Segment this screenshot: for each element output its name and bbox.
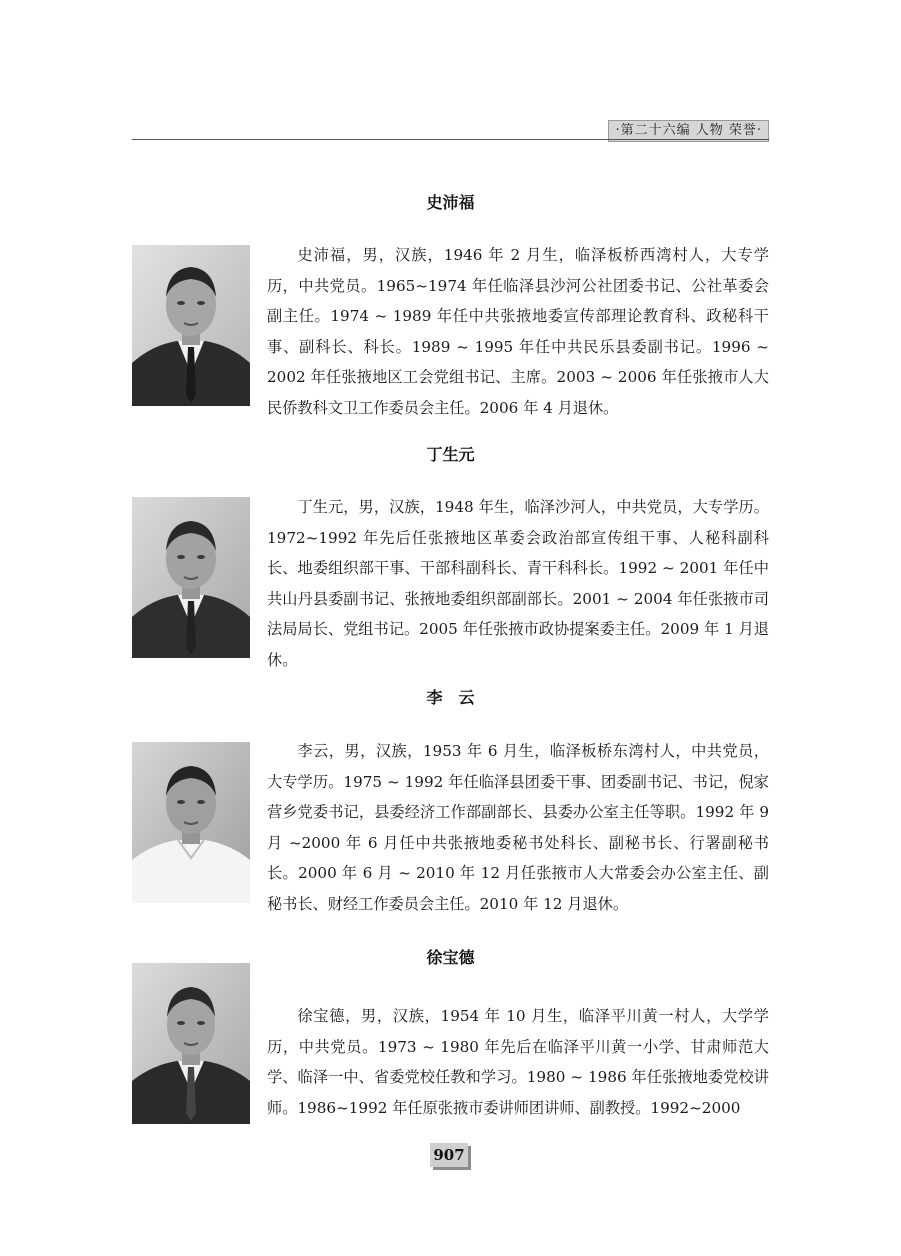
person-name: 史沛福 [426, 193, 475, 212]
portrait-photo [132, 497, 250, 658]
person-name: 徐宝德 [426, 948, 475, 967]
header-divider [132, 139, 769, 140]
portrait-photo [132, 963, 250, 1124]
person-bio: 徐宝德，男，汉族，1954 年 10 月生，临泽平川黄一村人，大学学历，中共党员。1973 ~ 1980 年先后在临泽平川黄一小学、甘肃师范大学、临泽一中、省委党校任教和学习。1980 ~ 1986 年任张掖地委党校讲师。1986~1992 年任原张掖市委讲师团讲师、副教授。1992~2000 [267, 1007, 769, 1117]
person-name: 丁生元 [426, 445, 475, 464]
person-bio: 史沛福，男，汉族，1946 年 2 月生，临泽板桥西湾村人，大专学历，中共党员。1965~1974 年任临泽县沙河公社团委书记、公社革委会副主任。1974 ~ 1989 年任中共张掖地委宣传部理论教育科、政秘科干事、副科长、科长。1989 ~ 1995 年任中共民乐县委副书记。1996 ~ 2002 年任张掖地区工会党组书记、主席。2003 ~ 2006 年任张掖市人大民侨教科文卫工作委员会主任。2006 年 4 月退休。 [267, 246, 769, 417]
page-number: 907 [430, 1143, 468, 1167]
portrait-photo [132, 742, 250, 903]
person-bio: 丁生元，男，汉族，1948 年生，临泽沙河人，中共党员，大专学历。1972~1992 年先后任张掖地区革委会政治部宣传组干事、人秘科副科长、地委组织部干事、干部科副科长、青干科科长。1992 ~ 2001 年任中共山丹县委副书记、张掖地委组织部副部长。2001 ~ 2004 年任张掖市司法局局长、党组书记。2005 年任张掖市政协提案委主任。2009 年 1 月退休。 [267, 498, 769, 669]
portrait-photo [132, 245, 250, 406]
person-name: 李 云 [426, 688, 475, 707]
person-bio: 李云，男，汉族，1953 年 6 月生，临泽板桥东湾村人，中共党员，大专学历。1975 ~ 1992 年任临泽县团委干事、团委副书记、书记，倪家营乡党委书记，县委经济工作部副部长、县委办公室主任等职。1992 年 9 月 ~2000 年 6 月任中共张掖地委秘书处科长、副秘书长、行署副秘书长。2000 年 6 月 ~ 2010 年 12 月任张掖市人大常委会办公室主任、副秘书长、财经工作委员会主任。2010 年 12 月退休。 [267, 742, 769, 913]
section-header: ·第二十六编 人物 荣誉· [608, 120, 769, 142]
